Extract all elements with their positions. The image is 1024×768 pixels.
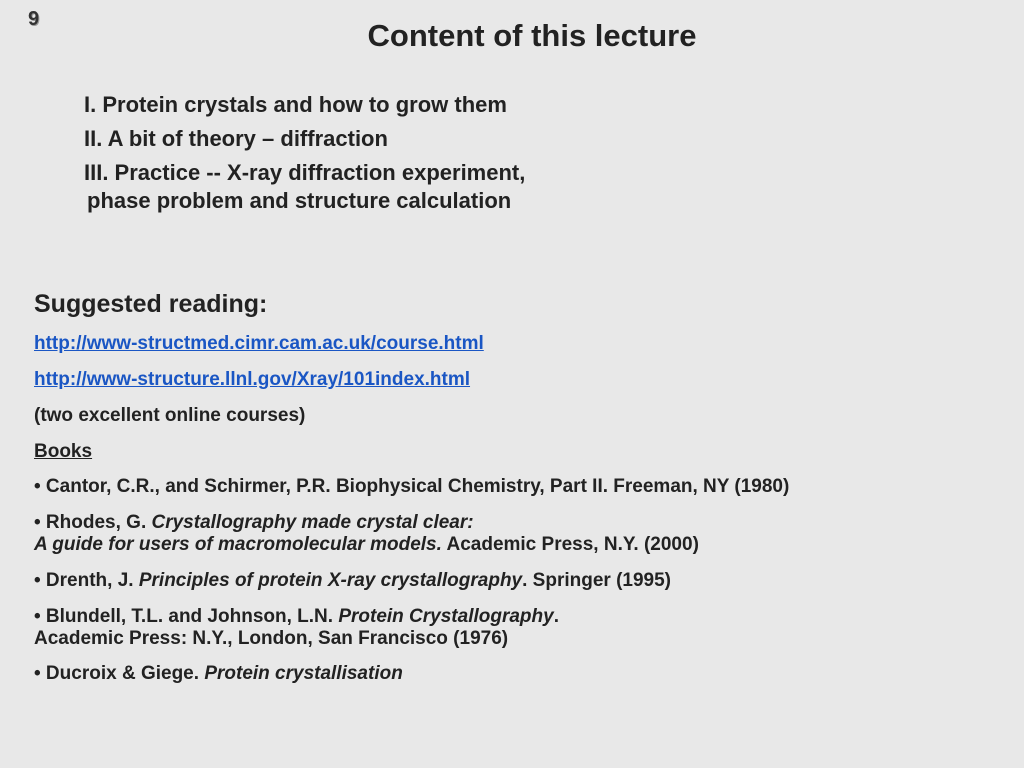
book-ref-blundell bbox=[34, 606, 1004, 650]
book-ref-rhodes bbox=[34, 512, 1004, 556]
ref-title: Protein crystallisation bbox=[204, 663, 403, 685]
ref-publisher: Academic Press, N.Y. (2000) bbox=[441, 534, 699, 556]
ref-title: Protein Crystallography bbox=[338, 605, 554, 627]
ref-publisher: Academic Press: N.Y., London, San Francisco (1976) bbox=[34, 627, 509, 649]
ref-author: • Blundell, T.L. and Johnson, L.N. bbox=[34, 605, 339, 627]
outline-item-3-continued: phase problem and structure calculation bbox=[87, 188, 512, 213]
ref-author: • Ducroix & Giege. bbox=[34, 663, 205, 685]
books-heading: Books bbox=[34, 440, 93, 462]
ref-author: • Rhodes, G. bbox=[34, 512, 152, 534]
ref-author: • Drenth, J. bbox=[34, 569, 139, 591]
book-ref-cantor: • Cantor, C.R., and Schirmer, P.R. Biophysical Chemistry, Part II. Freeman, NY (1980) bbox=[34, 476, 790, 498]
ref-title: Crystallography made crystal clear: bbox=[151, 512, 474, 534]
course-link-1[interactable]: http://www-structmed.cimr.cam.ac.uk/course.html bbox=[34, 333, 484, 354]
reading-heading: Suggested reading: bbox=[34, 290, 268, 318]
outline-item-1: I. Protein crystals and how to grow them bbox=[84, 92, 507, 117]
ref-publisher: . Springer (1995) bbox=[522, 569, 672, 591]
ref-period: . bbox=[553, 605, 559, 627]
lecture-outline bbox=[84, 94, 525, 224]
ref-title: Principles of protein X-ray crystallography bbox=[138, 569, 523, 591]
ref-subtitle: A guide for users of macromolecular models. bbox=[34, 534, 442, 556]
book-ref-ducroix bbox=[34, 663, 1004, 685]
slide-number: 9 bbox=[28, 8, 40, 30]
course-link-2[interactable]: http://www-structure.llnl.gov/Xray/101index.html bbox=[34, 368, 471, 390]
suggested-reading bbox=[34, 290, 1004, 699]
book-ref-drenth bbox=[34, 570, 1004, 592]
outline-item-2: II. A bit of theory – diffraction bbox=[84, 126, 388, 151]
page-title: Content of this lecture bbox=[367, 18, 697, 53]
courses-note: (two excellent online courses) bbox=[34, 404, 306, 426]
outline-item-3: III. Practice -- X-ray diffraction experiment, bbox=[84, 160, 526, 185]
